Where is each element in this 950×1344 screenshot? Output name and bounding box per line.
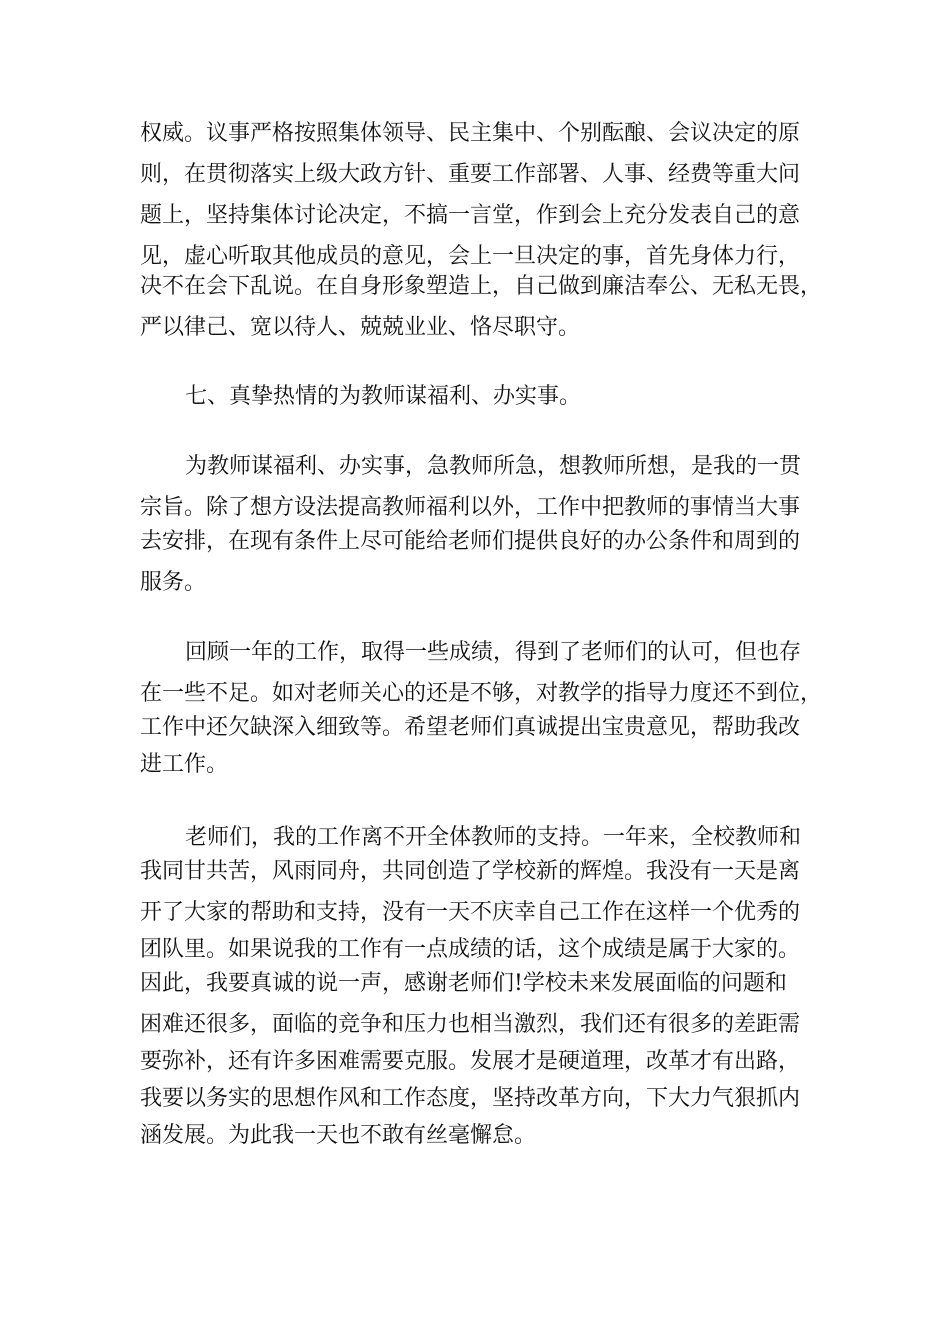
paragraph-3-line-1: 为教师谋福利、办实事，急教师所急，想教师所想，是我的一贯 bbox=[185, 454, 802, 479]
paragraph-4-line-1: 回顾一年的工作，取得一些成绩，得到了老师们的认可，但也存 bbox=[185, 640, 802, 665]
paragraph-5-line-5: 因此，我要真诚的说一声，感谢老师们!学校未来发展面临的问题和 bbox=[140, 971, 787, 996]
paragraph-5-line-1: 老师们，我的工作离不开全体教师的支持。一年来，全校教师和 bbox=[185, 825, 802, 850]
paragraph-5-line-6: 困难还很多，面临的竞争和压力也相当激烈，我们还有很多的差距需 bbox=[140, 1012, 801, 1037]
paragraph-1-line-3: 题上，坚持集体讨论决定，不搞一言堂，作到会上充分发表自己的意 bbox=[140, 203, 801, 228]
paragraph-4-line-2: 在一些不足。如对老师关心的还是不够，对教学的指导力度还不到位， bbox=[140, 681, 823, 706]
paragraph-5-line-8: 我要以务实的思想作风和工作态度，坚持改革方向，下大力气狠抓内 bbox=[140, 1086, 801, 1111]
paragraph-1-line-4: 见，虚心听取其他成员的意见，会上一旦决定的事，首先身体力行， bbox=[140, 244, 801, 269]
paragraph-4-line-3: 工作中还欠缺深入细致等。希望老师们真诚提出宝贵意见，帮助我改 bbox=[140, 715, 801, 740]
paragraph-5-line-7: 要弥补，还有许多困难需要克服。发展才是硬道理，改革才有出路， bbox=[140, 1049, 801, 1074]
section-heading-seven: 七、真挚热情的为教师谋福利、办实事。 bbox=[185, 384, 582, 409]
paragraph-1-line-5: 决不在会下乱说。在自身形象塑造上，自己做到廉洁奉公、无私无畏， bbox=[140, 274, 823, 299]
paragraph-3-line-2: 宗旨。除了想方设法提高教师福利以外，工作中把教师的事情当大事 bbox=[140, 495, 801, 520]
paragraph-5-line-2: 我同甘共苦，风雨同舟，共同创造了学校新的辉煌。我没有一天是离 bbox=[140, 859, 801, 884]
paragraph-3-line-4: 服务。 bbox=[140, 570, 207, 595]
paragraph-1-line-2: 则，在贯彻落实上级大政方针、重要工作部署、人事、经费等重大问 bbox=[140, 162, 801, 187]
paragraph-4-line-4: 进工作。 bbox=[140, 752, 229, 777]
paragraph-5-line-4: 团队里。如果说我的工作有一点成绩的话，这个成绩是属于大家的。 bbox=[140, 937, 801, 962]
paragraph-1-line-1: 权威。议事严格按照集体领导、民主集中、个别酝酿、会议决定的原 bbox=[140, 121, 801, 146]
paragraph-5-line-3: 开了大家的帮助和支持，没有一天不庆幸自己工作在这样一个优秀的 bbox=[140, 900, 801, 925]
paragraph-3-line-3: 去安排，在现有条件上尽可能给老师们提供良好的办公条件和周到的 bbox=[140, 529, 801, 554]
paragraph-1-line-6: 严以律己、宽以待人、兢兢业业、恪尽职守。 bbox=[140, 315, 581, 340]
paragraph-5-line-9: 涵发展。为此我一天也不敢有丝毫懈怠。 bbox=[140, 1123, 537, 1148]
